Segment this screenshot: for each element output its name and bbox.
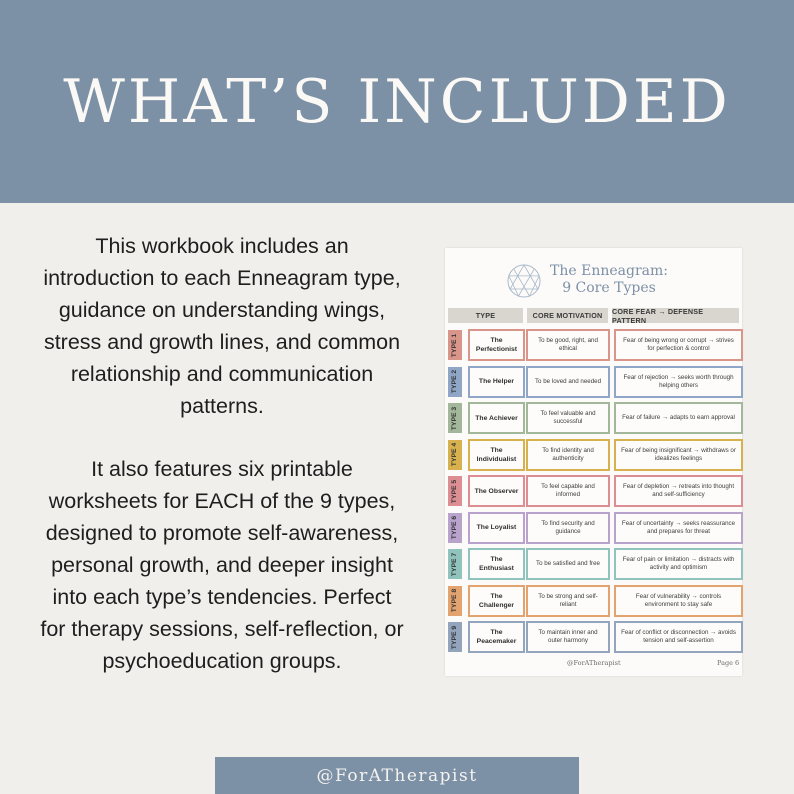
fear-cell: Fear of vulnerability → controls environment to stay safe: [614, 585, 743, 617]
description-block: [40, 230, 404, 708]
description-paragraph-2: It also features six printable worksheets for EACH of the 9 types, designed to promote self-awareness, personal growth, and deeper insight into each type’s tendencies. Perfect for therapy sessions, self-reflection, or psychoeducation groups.: [40, 457, 404, 673]
table-row: [448, 512, 739, 544]
fear-cell: Fear of conflict or disconnection → avoids tension and self-assertion: [614, 621, 743, 653]
type-name-cell: The Challenger: [468, 585, 525, 617]
worksheet-header: [445, 260, 742, 302]
motivation-cell: To find security and guidance: [526, 512, 610, 544]
footer-handle: @ForATherapist: [316, 765, 478, 786]
worksheet-title-line-2: 9 Core Types: [562, 280, 656, 296]
type-tag: [448, 330, 462, 360]
footer-handle-bar: [215, 757, 579, 794]
table-row: [448, 585, 739, 617]
type-tag-label: TYPE 1: [451, 333, 459, 357]
column-header-motivation: CORE MOTIVATION: [527, 308, 608, 323]
motivation-cell: To maintain inner and outer harmony: [526, 621, 610, 653]
table-row: [448, 402, 739, 434]
type-tag: [448, 549, 462, 579]
type-tag: [448, 622, 462, 652]
table-row: [448, 475, 739, 507]
type-name-cell: The Achiever: [468, 402, 525, 434]
table-row: [448, 548, 739, 580]
motivation-cell: To be strong and self-reliant: [526, 585, 610, 617]
fear-cell: Fear of uncertainty → seeks reassurance and prepares for threat: [614, 512, 743, 544]
type-tag-label: TYPE 7: [451, 552, 459, 576]
type-tag: [448, 440, 462, 470]
type-name-cell: The Perfectionist: [468, 329, 525, 361]
table-row: [448, 366, 739, 398]
worksheet-title: [544, 263, 674, 297]
worksheet-footer: [445, 659, 742, 671]
motivation-cell: To be satisfied and free: [526, 548, 610, 580]
fear-cell: Fear of rejection → seeks worth through helping others: [614, 366, 743, 398]
motivation-cell: To be loved and needed: [526, 366, 610, 398]
fear-cell: Fear of depletion → retreats into thought and self-sufficiency: [614, 475, 743, 507]
header-banner: [0, 0, 794, 203]
type-name-cell: The Loyalist: [468, 512, 525, 544]
fear-cell: Fear of pain or limitation → distracts with activity and optimism: [614, 548, 743, 580]
type-tag-label: TYPE 4: [451, 442, 459, 467]
column-header-fear: CORE FEAR → DEFENSE PATTERN: [612, 308, 739, 323]
worksheet-preview: [445, 248, 742, 676]
table-row: [448, 621, 739, 653]
fear-cell: Fear of being wrong or corrupt → strives for perfection & control: [614, 329, 743, 361]
worksheet-footer-handle: @ForATherapist: [567, 659, 621, 667]
table-header: [448, 308, 739, 323]
type-name-cell: The Enthusiast: [468, 548, 525, 580]
motivation-cell: To be good, right, and ethical: [526, 329, 610, 361]
worksheet-title-line-1: The Enneagram:: [550, 263, 668, 279]
type-tag-label: TYPE 6: [451, 515, 459, 540]
type-tag: [448, 513, 462, 543]
type-tag-label: TYPE 3: [451, 406, 459, 430]
type-name-cell: The Observer: [468, 475, 525, 507]
enneagram-symbol-icon: [506, 263, 542, 299]
type-name-cell: The Individualist: [468, 439, 525, 471]
description-paragraph-1: This workbook includes an introduction to each Enneagram type, guidance on understanding wings, stress and growth lines, and common relationship and communication patterns.: [43, 234, 401, 418]
page-title: WHAT’S INCLUDED: [63, 66, 731, 137]
worksheet-page-number: Page 6: [717, 659, 740, 667]
fear-cell: Fear of being insignificant → withdraws or idealizes feelings: [614, 439, 743, 471]
table-row: [448, 329, 739, 361]
motivation-cell: To feel capable and informed: [526, 475, 610, 507]
table-row: [448, 439, 739, 471]
type-tag-label: TYPE 5: [451, 479, 459, 503]
fear-cell: Fear of failure → adapts to earn approval: [614, 402, 743, 434]
type-tag-label: TYPE 8: [451, 588, 459, 613]
motivation-cell: To feel valuable and successful: [526, 402, 610, 434]
type-tag: [448, 476, 462, 506]
motivation-cell: To find identity and authenticity: [526, 439, 610, 471]
type-tag: [448, 367, 462, 397]
type-name-cell: The Peacemaker: [468, 621, 525, 653]
type-tag-label: TYPE 2: [451, 369, 459, 394]
type-name-cell: The Helper: [468, 366, 525, 398]
type-tag-label: TYPE 9: [451, 625, 459, 649]
type-tag: [448, 586, 462, 616]
type-tag: [448, 403, 462, 433]
column-header-type: TYPE: [448, 308, 523, 323]
